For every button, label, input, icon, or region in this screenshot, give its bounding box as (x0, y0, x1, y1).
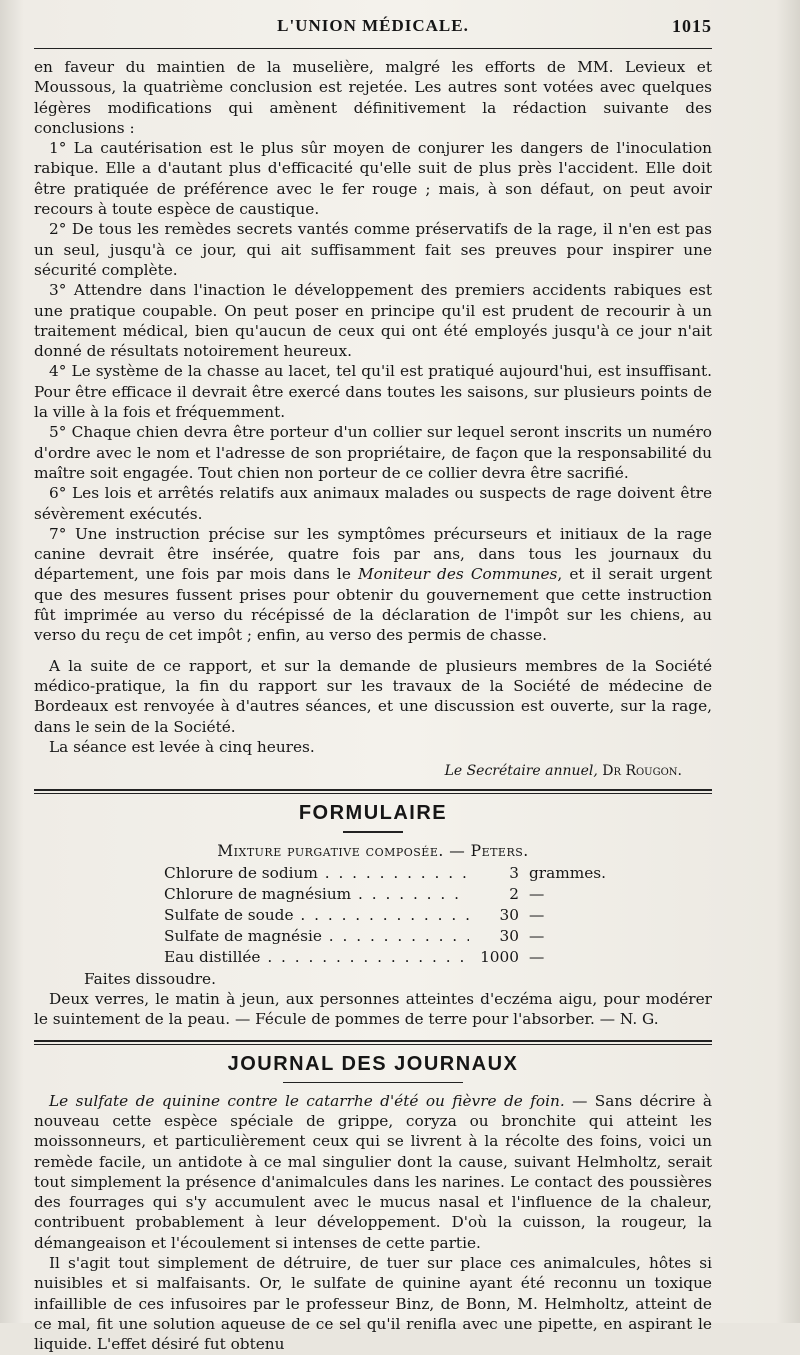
signature (34, 763, 682, 779)
conclusion-7 (34, 524, 712, 646)
recipe-usage: Deux verres, le matin à jeun, aux personnes atteintes d'eczéma aigu, pour modérer le suintement de la peau. — Fécule de pommes de terre pour l'absorber. — N. G. (34, 990, 712, 1029)
header-rule (34, 48, 712, 49)
report-section (34, 57, 712, 779)
ingredient-name: Chlorure de sodium . . . (164, 864, 469, 882)
conclusion-3: 3° Attendre dans l'inaction le développement des premiers accidents rabiques est une pratique coupable. On peut poser en principe qu'il est prudent de recourir à un traitement médical, bien qu'aucun de ceux qui ont été employés jusqu'à ce jour n'ait donné de résultats notoirement heureux. (34, 281, 712, 361)
ingredient-row (164, 927, 712, 948)
report-intro: en faveur du maintien de la muselière, malgré les efforts de MM. Levieux et Moussous, la quatrième conclusion est rejetée. Les autres sont votées avec quelques légères modifications qui amènent définitivement la rédaction suivante des conclusions : (34, 58, 712, 137)
session-closing: La séance est levée à cinq heures. (49, 737, 315, 756)
conclusion-7-text-a: 7° Une instruction précise sur les symptômes précurseurs et initiaux de la rage canine devrait être insérée, quatre fois par ans, dans tous les journaux du département, une fois par mois dans le (34, 524, 712, 584)
running-head (34, 16, 712, 42)
article-title: Le sulfate de quinine contre le catarrhe d'été ou fièvre de foin. (49, 1091, 565, 1110)
ingredient-list (164, 864, 712, 969)
conclusion-5: 5° Chaque chien devra être porteur d'un collier sur lequel seront inscrits un numéro d'ordre avec le nom et l'adresse de son propriétaire, de façon que la responsabilité du maître soit engagée. Tout chien non porteur de ce collier devra être sacrifié. (34, 423, 712, 482)
ingredient-row (164, 864, 712, 885)
paragraph-gap (34, 646, 712, 656)
ingredient-name: Chlorure de magnésium . . . (164, 885, 469, 903)
conclusion-7-journal-title: Moniteur des Communes (357, 565, 558, 584)
ingredient-row (164, 948, 712, 969)
ingredient-row (164, 885, 712, 906)
ingredient-unit: — (529, 948, 545, 967)
title-rule (283, 1082, 463, 1083)
running-title: L'UNION MÉDICALE. (277, 16, 469, 35)
recipe-instruction: Faites dissoudre. (84, 970, 216, 989)
page-number: 1015 (672, 16, 712, 36)
recipe-title (34, 841, 712, 860)
formulaire-title: FORMULAIRE (298, 802, 448, 825)
ingredient-qty: 1000 (480, 948, 519, 967)
ingredient-name: Sulfate de magnésie . . . (164, 927, 469, 945)
ingredient-name: Eau distillée . . . (164, 948, 469, 966)
report-followup: A la suite de ce rapport, et sur la demande de plusieurs membres de la Société médico-pratique, la fin du rapport sur les travaux de la Société de médecine de Bordeaux est renvoyée à d'autres séances, et une discussion est ouverte, sur la rage, dans le sein de la Société. (34, 656, 712, 736)
conclusion-1: 1° La cautérisation est le plus sûr moyen de conjurer les dangers de l'inoculation rabique. Elle a d'autant plus d'efficacité qu'elle suit de plus près l'accident. Elle doit être pratiquée de préférence avec le fer rouge ; mais, à son défaut, on peut avoir recours à toute espèce de caustique. (34, 139, 712, 219)
section-divider (34, 1040, 712, 1045)
journal-title: JOURNAL DES JOURNAUX (227, 1052, 519, 1075)
signature-name: Dr Rougon. (602, 763, 682, 780)
conclusion-6: 6° Les lois et arrêtés relatifs aux animaux malades ou suspects de rage doivent être sévèrement exécutés. (34, 484, 712, 523)
ingredient-qty: 2 (509, 885, 519, 904)
conclusion-7-text-b: , et il serait urgent que des mesures fussent prises pour obtenir du gouvernement que cette instruction fût imprimée au verso du récépissé de la déclaration de l'impôt sur les chiens, au verso du reçu de cet impôt ; enfin, au verso des permis de chasse. (34, 565, 712, 645)
formulaire-section (34, 802, 712, 1030)
journal-section (34, 1053, 712, 1355)
article-text-1: — Sans décrire à nouveau cette espèce spéciale de grippe, coryza ou bronchite qui atteint les moissonneurs, et particulièrement ceux qui se livrent à la récolte des foins, voici un remède facile, un antidote à ce mal singulier dont la cause, suivant Helmholtz, serait tout simplement la présence d'animalcules dans les narines. Le contact des poussières des fourrages qui s'y accumulent avec le mucus nasal et l'influence de la chaleur, contribuent probablement à leur développement. D'où la cuisson, la rougeur, la démangeaison et l'écoulement si intenses de cette partie. (34, 1091, 712, 1252)
conclusion-4: 4° Le système de la chasse au lacet, tel qu'il est pratiqué aujourd'hui, est insuffisant. Pour être efficace il devrait être exercé dans toutes les saisons, sur plusieurs points de la ville à la fois et fréquemment. (34, 362, 712, 422)
article-paragraph-1 (34, 1091, 712, 1253)
article-paragraph-2: Il s'agit tout simplement de détruire, de tuer sur place ces animalcules, hôtes si nuisibles et si malfaisants. Or, le sulfate de quinine ayant été reconnu un toxique infaillible de ces infusoires par le professeur Binz, de Bonn, M. Helmholtz, atteint de ce mal, fit une solution aqueuse de ce sel qu'il renifla avec une pipette, en aspirant le liquide. L'effet désiré fut obtenu (34, 1254, 712, 1354)
ingredient-unit: — (529, 927, 545, 946)
ingredient-unit: — (529, 906, 545, 925)
ingredient-row (164, 906, 712, 927)
ingredient-name: Sulfate de soude . . . (164, 906, 469, 924)
ingredient-unit: grammes. (529, 864, 606, 883)
recipe-title-text: Mixture purgative composée. — Peters. (217, 842, 529, 861)
conclusion-2: 2° De tous les remèdes secrets vantés comme préservatifs de la rage, il n'en est pas un seul, jusqu'à ce jour, qui ait suffisamment fait ses preuves pour inspirer une sécurité complète. (34, 220, 712, 279)
ingredient-qty: 3 (509, 864, 519, 883)
signature-role: Le Secrétaire annuel, (444, 763, 598, 780)
ingredient-qty: 30 (499, 927, 519, 946)
ingredient-unit: — (529, 885, 545, 904)
title-rule (343, 831, 403, 833)
ingredient-qty: 30 (499, 906, 519, 925)
section-divider (34, 789, 712, 794)
